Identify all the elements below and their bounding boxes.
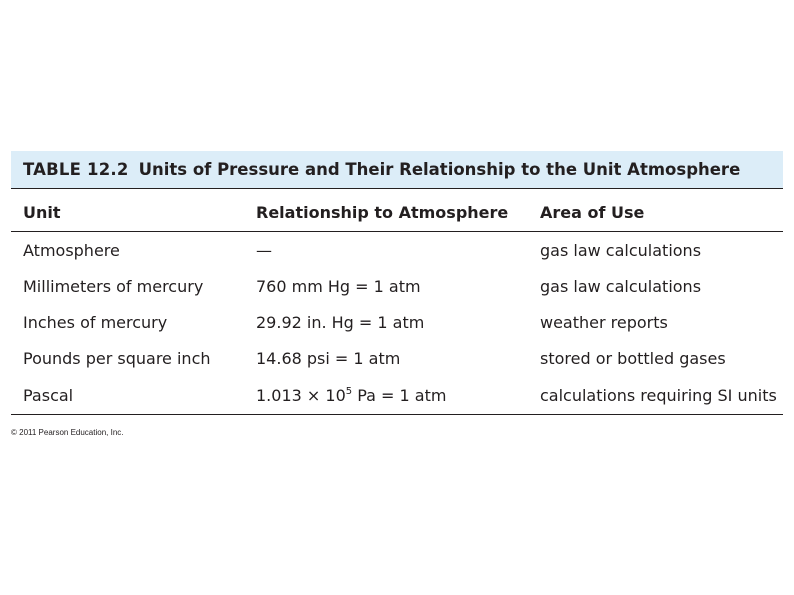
relationship-rest: Pa = 1 atm [352, 385, 447, 405]
cell-relationship: 29.92 in. Hg = 1 atm [256, 312, 425, 332]
table-row [11, 232, 783, 269]
cell-area: calculations requiring SI units [528, 376, 783, 415]
cell-unit: Pascal [11, 376, 244, 415]
cell-unit: Millimeters of mercury [23, 276, 204, 296]
table-row [11, 340, 783, 376]
cell-area: stored or bottled gases [540, 348, 726, 368]
copyright-notice: © 2011 Pearson Education, Inc. [11, 428, 124, 437]
cell-area: gas law calculations [540, 240, 702, 260]
table-row [11, 268, 783, 304]
column-header-area: Area of Use [528, 189, 783, 232]
table-row [11, 304, 783, 340]
table-title: Units of Pressure and Their Relationship to the Unit Atmosphere [138, 160, 741, 179]
relationship-exponent: 5 [345, 385, 353, 397]
cell-unit: Pounds per square inch [23, 348, 211, 368]
pressure-units-table [11, 151, 783, 415]
table-row [11, 376, 783, 415]
header-row [11, 189, 783, 232]
cell-relationship [244, 376, 528, 415]
column-header-unit: Unit [11, 189, 244, 232]
cell-area: gas law calculations [540, 276, 702, 296]
cell-unit: Inches of mercury [23, 312, 168, 332]
cell-relationship: — [256, 240, 272, 260]
cell-unit: Atmosphere [23, 240, 120, 260]
cell-relationship: 14.68 psi = 1 atm [256, 348, 401, 368]
table-number: TABLE 12.2 [23, 160, 129, 179]
cell-relationship: 760 mm Hg = 1 atm [256, 276, 421, 296]
data-table [11, 189, 783, 415]
cell-area: weather reports [540, 312, 668, 332]
relationship-base: 1.013 × 10 [256, 385, 346, 405]
table-caption [11, 151, 783, 189]
column-header-relationship: Relationship to Atmosphere [244, 189, 528, 232]
